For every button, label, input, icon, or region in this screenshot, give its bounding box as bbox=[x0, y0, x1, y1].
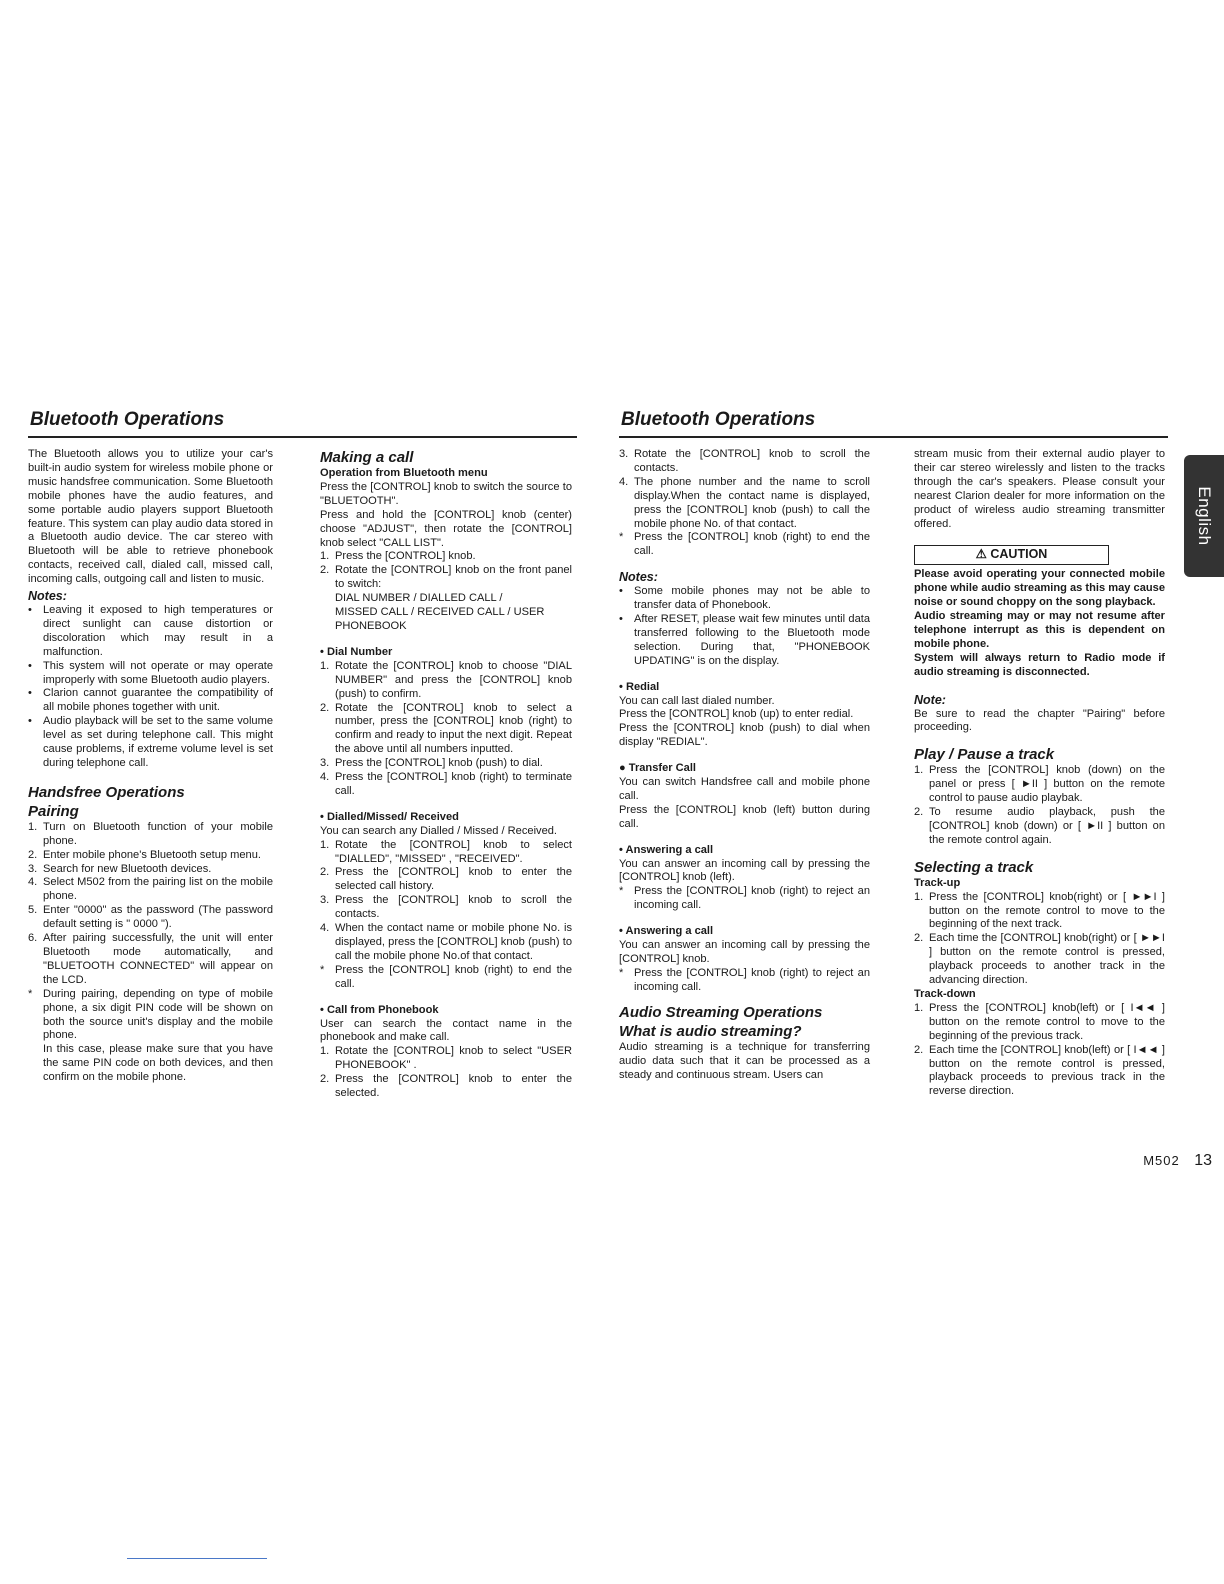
sub-title: • Dial Number bbox=[320, 645, 393, 658]
list-item: 3. Rotate the [CONTROL] knob to scroll the contacts. bbox=[619, 448, 870, 474]
notes-title: Notes: bbox=[619, 570, 658, 585]
sub-title: • Redial bbox=[619, 680, 660, 693]
section-title: Making a call bbox=[320, 449, 414, 466]
list-item: 2. To resume audio playback, push the [CONTROL] knob (down) or [ ►II ] button on the remote control again. bbox=[914, 806, 1165, 846]
paragraph: Press the [CONTROL] knob (push) to dial when display "REDIAL". bbox=[619, 722, 870, 749]
page-footer bbox=[1143, 1152, 1212, 1170]
note-title: Note: bbox=[914, 692, 946, 707]
list-item: 4. When the contact name or mobile phone No. is displayed, press the [CONTROL] knob (push) to call the mobile phone No.of that contact. bbox=[320, 922, 572, 962]
track-down-steps bbox=[914, 1002, 1165, 1099]
list-item: DIAL NUMBER / DIALLED CALL / bbox=[335, 592, 503, 605]
section-title: Audio Streaming Operations bbox=[619, 1003, 823, 1021]
list-item: • Some mobile phones may not be able to transfer data of Phonebook. bbox=[619, 585, 870, 612]
paragraph: You can switch Handsfree call and mobile phone call. bbox=[619, 776, 870, 802]
column-4 bbox=[914, 448, 1165, 1099]
list-item: 5. Enter "0000" as the password (The password default setting is " 0000 "). bbox=[28, 904, 273, 931]
sub-title: • Answering a call bbox=[619, 925, 714, 938]
list-item: 6. After pairing successfully, the unit will enter Bluetooth mode automatically, and "BLUETOOTH CONNECTED" will appear on the LCD. bbox=[28, 932, 273, 986]
paragraph: You can answer an incoming call by pressing the [CONTROL] knob. bbox=[619, 939, 870, 965]
paragraph: Press the [CONTROL] knob to switch the source to "BLUETOOTH". bbox=[320, 480, 572, 507]
caution-text: System will always return to Radio mode if audio streaming is disconnected. bbox=[914, 651, 1165, 678]
list-item: 2. Press the [CONTROL] knob to enter the selected. bbox=[320, 1073, 572, 1100]
section-title: What is audio streaming? bbox=[619, 1022, 802, 1040]
list-item: • Audio playback will be set to the same volume level as set during telephone call. This might cause problems, if extreme volume level is set during telephone call. bbox=[28, 715, 273, 769]
list-item: • Clarion cannot guarantee the compatibility of all mobile phones together with unit. bbox=[28, 687, 273, 714]
play-steps bbox=[914, 764, 1165, 847]
list-item: 1. Rotate the [CONTROL] knob to select "DIALLED", "MISSED" , "RECEIVED". bbox=[320, 838, 572, 865]
header-rule-right bbox=[619, 436, 1168, 438]
list-item: 1. Press the [CONTROL] knob. bbox=[320, 550, 476, 563]
paragraph: Press the [CONTROL] knob (left) button during call. bbox=[619, 803, 870, 830]
sub-title: • Dialled/Missed/ Received bbox=[320, 810, 459, 823]
list-item: 3. Press the [CONTROL] knob to scroll the contacts. bbox=[320, 894, 572, 921]
bottom-line bbox=[127, 1558, 267, 1559]
sub-title: Track-down bbox=[914, 988, 976, 1000]
paragraph: You can search any Dialled / Missed / Received. bbox=[320, 824, 557, 837]
scroll-steps bbox=[619, 448, 870, 559]
caution-text: Please avoid operating your connected mobile phone while audio streaming as this may cause noise or sound choppy on the song playback. bbox=[914, 568, 1165, 609]
list-item: MISSED CALL / RECEIVED CALL / USER bbox=[335, 606, 545, 619]
list-item: 2. Rotate the [CONTROL] knob to select a number, press the [CONTROL] knob (right) to confirm and ready to input the next digit. Repeat the above until all numbers inputted. bbox=[320, 701, 572, 756]
list-item: • Leaving it exposed to high temperatures or direct sunlight can cause distortion or discoloration which may result in a malfunction. bbox=[28, 603, 273, 658]
dial-steps bbox=[320, 660, 572, 799]
language-tab bbox=[1184, 455, 1224, 577]
sub-title: Operation from Bluetooth menu bbox=[320, 467, 488, 479]
list-item: 3. Search for new Bluetooth devices. bbox=[28, 862, 212, 875]
paragraph: User can search the contact name in the phonebook and make call. bbox=[320, 1017, 572, 1044]
list-item: 2. Enter mobile phone's Bluetooth setup menu. bbox=[28, 848, 261, 861]
language-tab-label: English bbox=[1195, 486, 1214, 546]
paragraph: Audio streaming is a technique for transferring audio data such that it can be processed as a steady and continuous stream. Users can bbox=[619, 1040, 870, 1081]
list-item: PHONEBOOK bbox=[335, 619, 407, 632]
sub-title: • Call from Phonebook bbox=[320, 1003, 439, 1016]
answer-notes bbox=[619, 885, 870, 913]
list-item: 1. Press the [CONTROL] knob(right) or [ ►►I ] button on the remote control to move to the beginning of the next track. bbox=[914, 890, 1165, 931]
paragraph: Press the [CONTROL] knob (up) to enter redial. bbox=[619, 708, 854, 721]
column-2 bbox=[320, 448, 572, 1101]
list-item: 2. Each time the [CONTROL] knob(left) or [ I◄◄ ] button on the remote control is pressed, playback proceeds to previous track in the reverse direction. bbox=[914, 1043, 1165, 1098]
header-left: Bluetooth Operations bbox=[30, 409, 225, 430]
list-item: 4. Press the [CONTROL] knob (right) to terminate call. bbox=[320, 771, 572, 797]
section-title: Handsfree Operations bbox=[28, 783, 185, 801]
list-item: 4. Select M502 from the pairing list on the mobile phone. bbox=[28, 876, 273, 903]
paragraph: Press and hold the [CONTROL] knob (center) choose "ADJUST", then rotate the [CONTROL] knob select "CALL LIST". bbox=[320, 508, 572, 549]
section-title: Play / Pause a track bbox=[914, 746, 1055, 764]
list-item: * Press the [CONTROL] knob (right) to reject an incoming call. bbox=[619, 885, 870, 912]
list-item: 2. Rotate the [CONTROL] knob on the front panel to switch: bbox=[320, 564, 572, 591]
header-right: Bluetooth Operations bbox=[621, 409, 816, 430]
list-item: • After RESET, please wait few minutes until data transferred following to the Bluetooth mode selection. During that, "PHONEBOOK UPDATING" is on the display. bbox=[619, 612, 870, 667]
list-item: 3. Press the [CONTROL] knob (push) to dial. bbox=[320, 757, 543, 770]
list-item: 2. Each time the [CONTROL] knob(right) or [ ►►I ] button on the remote control is pressed, playback proceeds to another track in the advancing direction. bbox=[914, 932, 1165, 987]
intro-paragraph: The Bluetooth allows you to utilize your car's built-in audio system for wireless mobile phone or music handsfree communication. Some Bluetooth mobile phones have the audio features, and some portable audio players support Bluetooth feature. This system can play audio data stored in a Bluetooth audio device. The car stereo with Bluetooth will be able to retrieve phonebook contacts, received call, dialed call, missed call, incoming calls, outgoing call and listen to music. bbox=[28, 448, 273, 586]
warning-icon: ⚠ bbox=[975, 547, 987, 562]
list-item: * Press the [CONTROL] knob (right) to reject an incoming call. bbox=[619, 966, 870, 993]
column-1 bbox=[28, 448, 273, 1085]
answer-notes bbox=[619, 967, 870, 995]
list-item: 2. Press the [CONTROL] knob to enter the selected call history. bbox=[320, 866, 572, 893]
sub-title: Track-up bbox=[914, 876, 961, 889]
list-item: 1. Rotate the [CONTROL] knob to choose "DIAL NUMBER" and press the [CONTROL] knob (push) to confirm. bbox=[320, 659, 572, 700]
sub-title: ● Transfer Call bbox=[619, 762, 696, 775]
section-title: Selecting a track bbox=[914, 858, 1034, 876]
list-item: 1. Rotate the [CONTROL] knob to select "USER PHONEBOOK" . bbox=[320, 1045, 572, 1072]
list-item: 4. The phone number and the name to scroll display.When the contact name is displayed, press the [CONTROL] knob (push) to call the mobile phone No. of that contact. bbox=[619, 475, 870, 530]
caution-box bbox=[914, 545, 1109, 565]
list-item: In this case, please make sure that you have the same PIN code on both devices, and then confirm on the mobile phone. bbox=[43, 1043, 273, 1084]
paragraph: Be sure to read the chapter "Pairing" before proceeding. bbox=[914, 707, 1165, 734]
caution-text: Audio streaming may or may not resume after telephone interrupt as this is dependent on mobile phone. bbox=[914, 610, 1165, 650]
header-rule-left bbox=[28, 436, 577, 438]
list-item: 1. Turn on Bluetooth function of your mobile phone. bbox=[28, 820, 273, 847]
list-item: * Press the [CONTROL] knob (right) to end the call. bbox=[619, 531, 870, 558]
list-item: 1. Press the [CONTROL] knob (down) on the panel or press [ ►II ] button on the remote control to pause audio playbak. bbox=[914, 764, 1165, 805]
paragraph: You can call last dialed number. bbox=[619, 694, 775, 707]
model-name: M502 bbox=[1143, 1153, 1180, 1168]
dmr-steps bbox=[320, 839, 572, 992]
list-item: * During pairing, depending on type of mobile phone, a six digit PIN code will be shown on both the source unit's display and the mobile phone. bbox=[28, 987, 273, 1042]
list-item: * Press the [CONTROL] knob (right) to end the call. bbox=[320, 963, 572, 990]
sub-title: • Answering a call bbox=[619, 843, 714, 856]
list-item: • This system will not operate or may operate improperly with some Bluetooth audio players. bbox=[28, 659, 273, 686]
column-3 bbox=[619, 448, 870, 1082]
page-number: 13 bbox=[1194, 1152, 1212, 1169]
pairing-steps bbox=[28, 821, 273, 1085]
phonebook-steps bbox=[320, 1045, 572, 1101]
notes-list bbox=[28, 604, 273, 771]
menu-steps bbox=[320, 550, 572, 633]
notes-title: Notes: bbox=[28, 589, 67, 604]
list-item: 1. Press the [CONTROL] knob(left) or [ I◄◄ ] button on the remote control to move to the beginning of the previous track. bbox=[914, 1001, 1165, 1042]
caution-label: CAUTION bbox=[990, 547, 1048, 562]
paragraph: stream music from their external audio player to their car stereo wirelessly and listen to the tracks through the car's speakers. Please consult your nearest Clarion dealer for more information on the product of wireless audio streaming transmitter offered. bbox=[914, 448, 1165, 530]
section-title: Pairing bbox=[28, 802, 79, 820]
track-up-steps bbox=[914, 891, 1165, 988]
notes-list bbox=[619, 585, 870, 668]
paragraph: You can answer an incoming call by pressing the [CONTROL] knob (left). bbox=[619, 857, 870, 884]
